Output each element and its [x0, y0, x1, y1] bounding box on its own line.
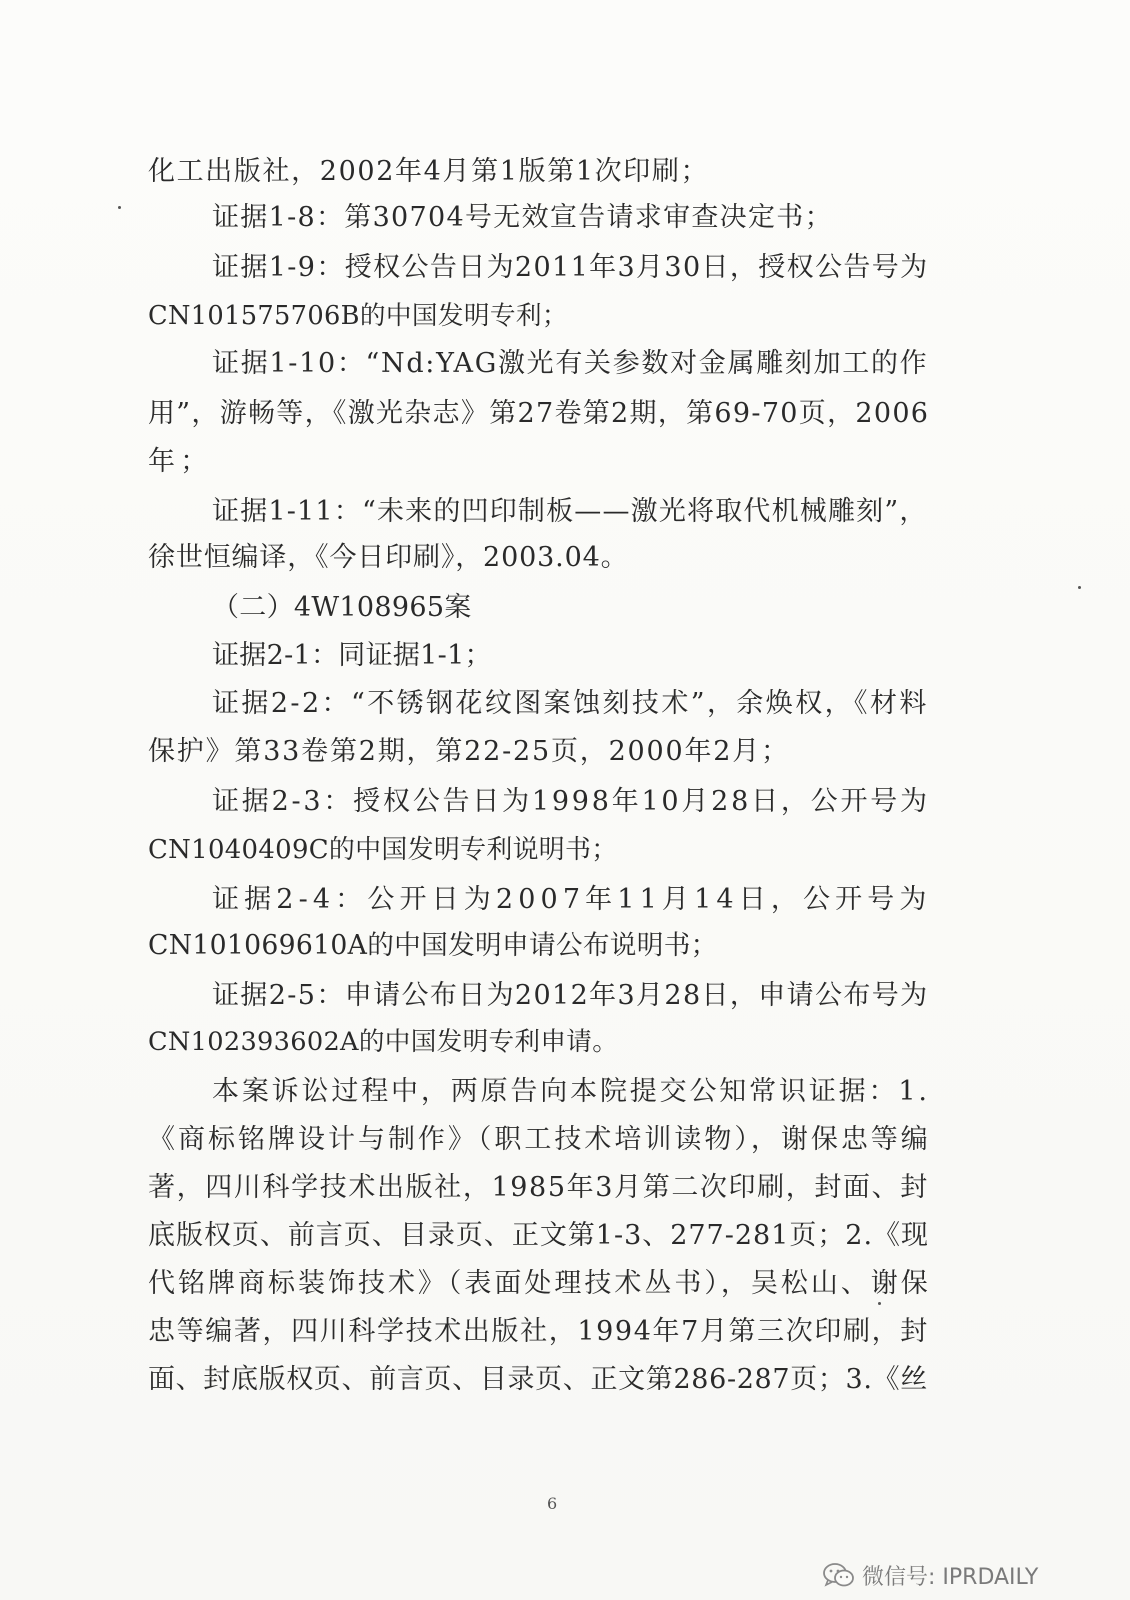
text-line: CN101069610A的中国发明申请公布说明书；	[148, 930, 718, 961]
text-line: 保护》第33卷第2期，第22-25页，2000年2月；	[148, 736, 790, 767]
text-line: 用”，游畅等，《激光杂志》第27卷第2期，第69-70页，2006	[148, 398, 930, 429]
text-line: 证据2-5：申请公布日为2012年3月28日，申请公布号为	[212, 980, 929, 1011]
wechat-watermark	[822, 1560, 1038, 1590]
text-line: 证据1-11：“未来的凹印制板——激光将取代机械雕刻”，	[212, 496, 928, 527]
page-number: 6	[547, 1494, 558, 1513]
text-line: 证据1-9：授权公告日为2011年3月30日，授权公告号为	[212, 252, 929, 283]
text-line: 证据2-2：“不锈钢花纹图案蚀刻技术”，余焕权，《材料	[212, 688, 929, 719]
text-line: 证据1-8：第30704号无效宣告请求审查决定书；	[212, 202, 833, 233]
text-line: 本案诉讼过程中，两原告向本院提交公知常识证据：1.	[212, 1076, 930, 1107]
text-line: CN101575706B的中国发明专利；	[148, 301, 568, 331]
watermark-text: 微信号: IPRDAILY	[862, 1564, 1039, 1590]
scan-speck	[1078, 586, 1081, 589]
text-line: CN1040409C的中国发明专利说明书；	[148, 835, 618, 865]
text-line: 徐世恒编译，《今日印刷》，2003.04。	[148, 542, 629, 573]
text-line: 底版权页、前言页、目录页、正文第1-3、277-281页；2.《现	[148, 1220, 930, 1251]
text-line: 化工出版社，2002年4月第1版第1次印刷；	[148, 156, 710, 187]
scan-speck	[878, 1302, 881, 1305]
text-line: 面、封底版权页、前言页、目录页、正文第286-287页；3.《丝	[148, 1364, 928, 1395]
text-line: 证据1-10：“Nd:YAG激光有关参数对金属雕刻加工的作	[212, 348, 929, 379]
text-line: 忠等编著，四川科学技术出版社，1994年7月第三次印刷，封	[148, 1316, 929, 1347]
text-line: 证据2-4：公开日为2007年11月14日，公开号为	[212, 884, 932, 915]
section-heading: （二）4W108965案	[212, 592, 472, 623]
text-line: 代铭牌商标装饰技术》（表面处理技术丛书），吴松山、谢保	[148, 1268, 931, 1299]
text-line: 著，四川科学技术出版社，1985年3月第二次印刷，封面、封	[148, 1172, 929, 1203]
scan-speck	[118, 206, 121, 209]
text-line: 《商标铭牌设计与制作》（职工技术培训读物），谢保忠等编	[148, 1124, 931, 1155]
text-line: 证据2-1：同证据1-1；	[212, 640, 492, 671]
text-line: 证据2-3：授权公告日为1998年10月28日，公开号为	[212, 786, 930, 817]
text-line: CN102393602A的中国发明专利申请。	[148, 1027, 619, 1057]
text-line: 年；	[148, 446, 213, 477]
wechat-icon	[822, 1562, 856, 1588]
